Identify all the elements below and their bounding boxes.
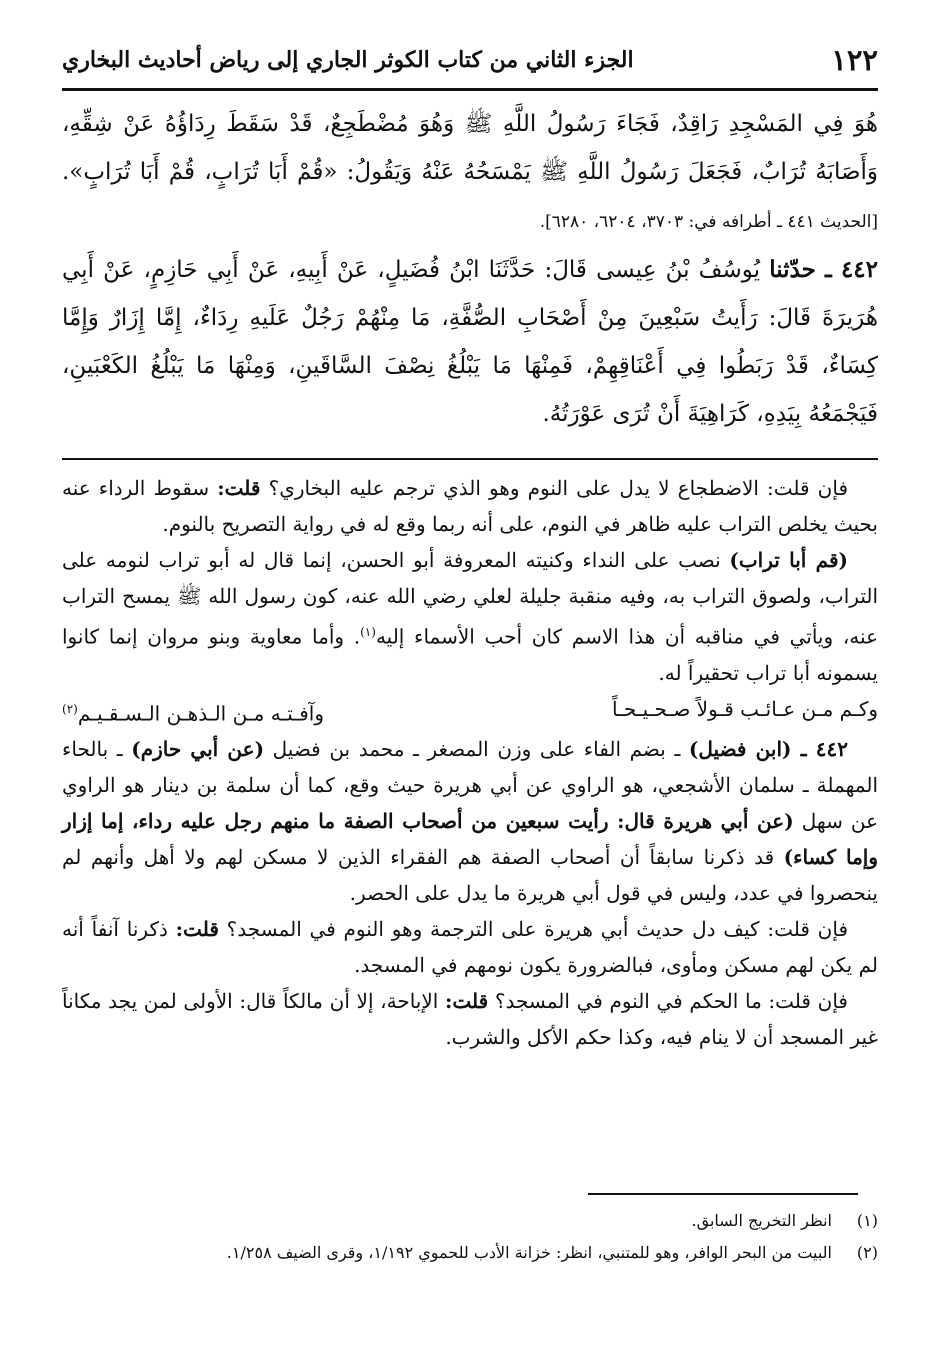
footnote-text: انظر التخريج السابق. [691, 1211, 832, 1230]
narrator-note-1: ـ بضم الفاء على وزن المصغر ـ محمد بن فضيل [272, 737, 681, 762]
header-divider [62, 88, 878, 91]
answer-text: سقوط الرداء عنه بحيث يخلص التراب عليه ظاهر في النوم، على أنه ربما وقع له في رواية التصريح بالنوم. [62, 476, 878, 536]
commentary-paragraph-5 [62, 983, 878, 1055]
question-text: فإن قلت: كيف دل حديث أبي هريرة على الترجمة وهو النوم في المسجد؟ [226, 917, 849, 942]
running-title: الجزء الثاني من كتاب الكوثر الجاري إلى رياض أحاديث البخاري [62, 47, 634, 73]
hadith-441-text: هُوَ فِي المَسْجِدِ رَاقِدٌ، فَجَاءَ رَسُولُ اللَّهِ ﷺ وَهُوَ مُضْطَجِعٌ، قَدْ سَقَطَ رِدَاؤُهُ عَنْ شِقِّهِ، وَأَصَابَهُ تُرَابٌ، فَجَعَلَ رَسُولُ اللَّهِ ﷺ يَمْسَحُهُ عَنْهُ وَيَقُولُ: «قُمْ أَبَا تُرَابٍ، قُمْ أَبَا تُرَابٍ». [62, 111, 878, 185]
narrator-note-2: ـ بالحاء المهملة ـ سلمان الأشجعي، هو الراوي عن أبي هريرة حيث وقع، كما أن سلمة بن دينار هو الراوي عن سهل [62, 737, 879, 834]
footnote-ref-1: (١) [360, 625, 376, 639]
answer-text: الإباحة، إلا أن مالكاً قال: الأولى لمن يجد مكاناً غير المسجد أن لا ينام فيه، وكذا حكم الأكل والشرب. [62, 989, 878, 1050]
hadith-opening: حدّثنا [769, 256, 816, 283]
quote-explanation: قد ذكرنا سابقاً أن أصحاب الصفة هم الفقراء الذين لا مسكن لهم ولا أهل وأنهم لم ينحصروا في عدد، وليس في قول أبي هريرة ما يدل على الحصر. [62, 845, 878, 906]
footnote-divider [588, 1193, 858, 1195]
answer-text: ذكرنا آنفاً أنه لم يكن لهم مسكن ومأوى، فبالضرورة يكون نومهم في المسجد. [62, 917, 878, 978]
footnote-item [62, 1205, 878, 1237]
narrator-phrase: (عن أبي حازم) [131, 737, 265, 762]
hadith-442-text: يُوسُفُ بْنُ عِيسى قَالَ: حَدَّثَنَا ابْنُ فُضَيلٍ، عَنْ أَبِيهِ، عَنْ أَبِي حَازِمٍ، عَنْ أَبِي هُرَيرَةَ قَالَ: رَأَيتُ سَبْعِينَ مِنْ أَصْحَابِ الصُّفَّةِ، مَا مِنْهُمْ رَجُلٌ عَلَيهِ رِدَاءٌ، إِمَّا إِزَارٌ وَإِمَّا كِسَاءٌ، قَدْ رَبَطُوا فِي أَعْنَاقِهِمْ، فَمِنْهَا مَا يَبْلُغُ نِصْفَ السَّاقَينِ، وَمِنْهَا مَا يَبْلُغُ الكَعْبَينِ، فَيَجْمَعُهُ بِيَدِهِ، كَرَاهِيَةَ أَنْ تُرَى عَوْرَتُهُ. [62, 257, 878, 427]
footnote-item [62, 1237, 878, 1269]
commentary-block [62, 470, 878, 1055]
footnote-text: البيت من البحر الوافر، وهو للمتنبي، انظر: خزانة الأدب للحموي ١/١٩٢، وقرى الضيف ١/٢٥٨. [226, 1243, 832, 1262]
answer-marker: قلت: [217, 476, 261, 500]
commentary-paragraph-4 [62, 911, 878, 983]
commentary-paragraph-3 [62, 731, 878, 911]
footnote-ref-2: (٢) [62, 701, 78, 716]
hadith-text-block [62, 100, 878, 438]
hadith-442-heading: ٤٤٢ ـ (ابن فضيل) [688, 737, 849, 762]
explanation-text-end: . وأما معاوية وبنو مروان إنما كانوا يسمونه أبا تراب تحقيراً له. [62, 624, 878, 685]
answer-marker: قلت: [444, 989, 489, 1014]
hadith-quote: (عن أبي هريرة قال: رأيت سبعين من أصحاب الصفة ما منهم رجل عليه رداء، إما إزار وإما كساء) [62, 809, 879, 870]
question-text: فإن قلت: ما الحكم في النوم في المسجد؟ [494, 989, 848, 1014]
quoted-phrase: (قم أبا تراب) [729, 548, 848, 572]
answer-marker: قلت: [175, 917, 219, 942]
question-text: فإن قلت: الاضطجاع لا يدل على النوم وهو الذي ترجم عليه البخاري؟ [268, 476, 849, 500]
hadith-442 [62, 246, 878, 438]
page-header [62, 40, 878, 80]
footnote-number: (١) [856, 1211, 878, 1230]
hadith-number: ٤٤٢ [840, 256, 878, 283]
hadith-441-reference: [الحديث ٤٤١ ـ أطرافه في: ٣٧٠٣، ٦٢٠٤، ٦٢٨٠]. [539, 212, 878, 232]
poem-first-hemistich: وكـم مـن عـائـب قـولاً صـحـيـحـاً [611, 696, 878, 721]
footnote-number: (٢) [856, 1243, 878, 1262]
section-divider [62, 458, 878, 460]
commentary-paragraph-2 [62, 542, 878, 691]
explanation-text: نصب على النداء وكنيته المعروفة أبو الحسن، إنما قال له أبو تراب لنومه على التراب، ولصوق التراب به، وفيه منقبة جليلة لعلي رضي الله عنه، كون رسول الله ﷺ يمسح التراب عنه، ويأتي في مناقبه أن هذا الاسم كان أحب الأسماء إليه [62, 548, 878, 649]
poem-second-hemistich-wrap [62, 691, 324, 732]
page-number: ١٢٢ [831, 43, 878, 77]
poem-verse [62, 691, 878, 732]
footnotes [62, 1205, 878, 1269]
hadith-441-ending [62, 100, 878, 246]
commentary-paragraph-1 [62, 470, 878, 542]
poem-second-hemistich: وآفـتـه مـن الـذهـن الـسـقـيـم [77, 701, 324, 726]
hadith-number-separator: ـ [825, 256, 832, 283]
